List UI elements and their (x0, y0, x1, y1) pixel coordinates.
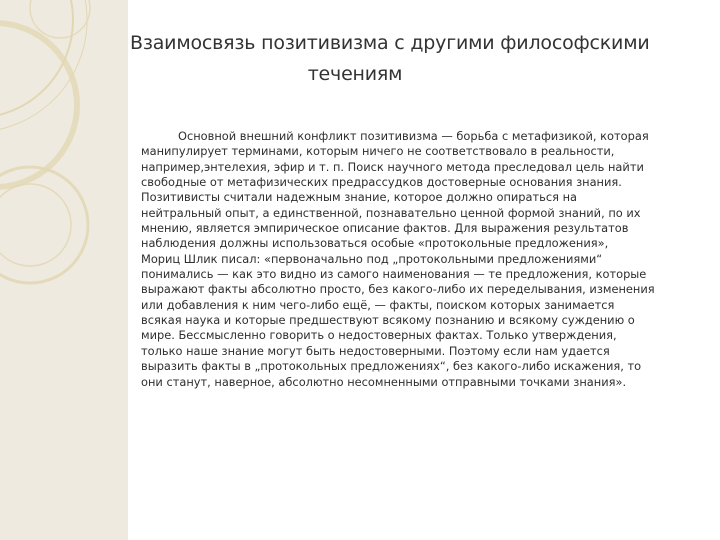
body-text-line: наблюдения должны использоваться особые «протокольные предложения», (141, 236, 609, 251)
body-text-line: например,энтелехия, эфир и т. п. Поиск научного метода преследовал цель найти (141, 159, 644, 174)
body-text-line: Позитивисты считали надежным знание, которое должно опираться на (141, 190, 578, 205)
body-text-line: понимались — как это видно из самого наименования — те предложения, которые (141, 267, 647, 282)
body-text-line: выражают факты абсолютно просто, без какого-либо их переделывания, изменения (141, 282, 655, 297)
body-text-line: только наше знание могут быть недостоверными. Поэтому если нам удается (141, 343, 610, 358)
body-paragraph (141, 129, 701, 390)
body-text-line: Мориц Шлик писал: «первоначально под „протокольными предложениями“ (141, 251, 603, 266)
body-text-line: мире. Бессмысленно говорить о недостоверных фактах. Только утверждения, (141, 328, 617, 343)
body-text-line: мнению, является эмпирическое описание фактов. Для выражения результатов (141, 221, 629, 236)
body-text-line: выразить факты в „протокольных предложениях“, без какого-либо искажения, то (141, 359, 642, 374)
body-text-line: они станут, наверное, абсолютно несомненными отправными точками знания». (141, 374, 627, 389)
body-text-line: или добавления к ним чего-либо ещё, — факты, поиском которых занимается (141, 297, 615, 312)
body-text-line: свободные от метафизических предрассудков достоверные основания знания. (141, 175, 622, 190)
body-text-line: манипулирует терминами, которым ничего не соответствовало в реальности, (141, 144, 615, 159)
body-text-line: всякая наука и которые предшествуют всякому познанию и всякому суждению о (141, 313, 635, 328)
body-text-line: Основной внешний конфликт позитивизма — борьба с метафизикой, которая (178, 129, 649, 143)
slide-title-line: Взаимосвязь позитивизма с другими философскими (130, 32, 650, 54)
body-text-line: нейтральный опыт, а единственной, познавательно ценной формой знаний, по их (141, 205, 641, 220)
slide-title (130, 28, 650, 90)
slide-title-line: течениям (307, 63, 403, 85)
